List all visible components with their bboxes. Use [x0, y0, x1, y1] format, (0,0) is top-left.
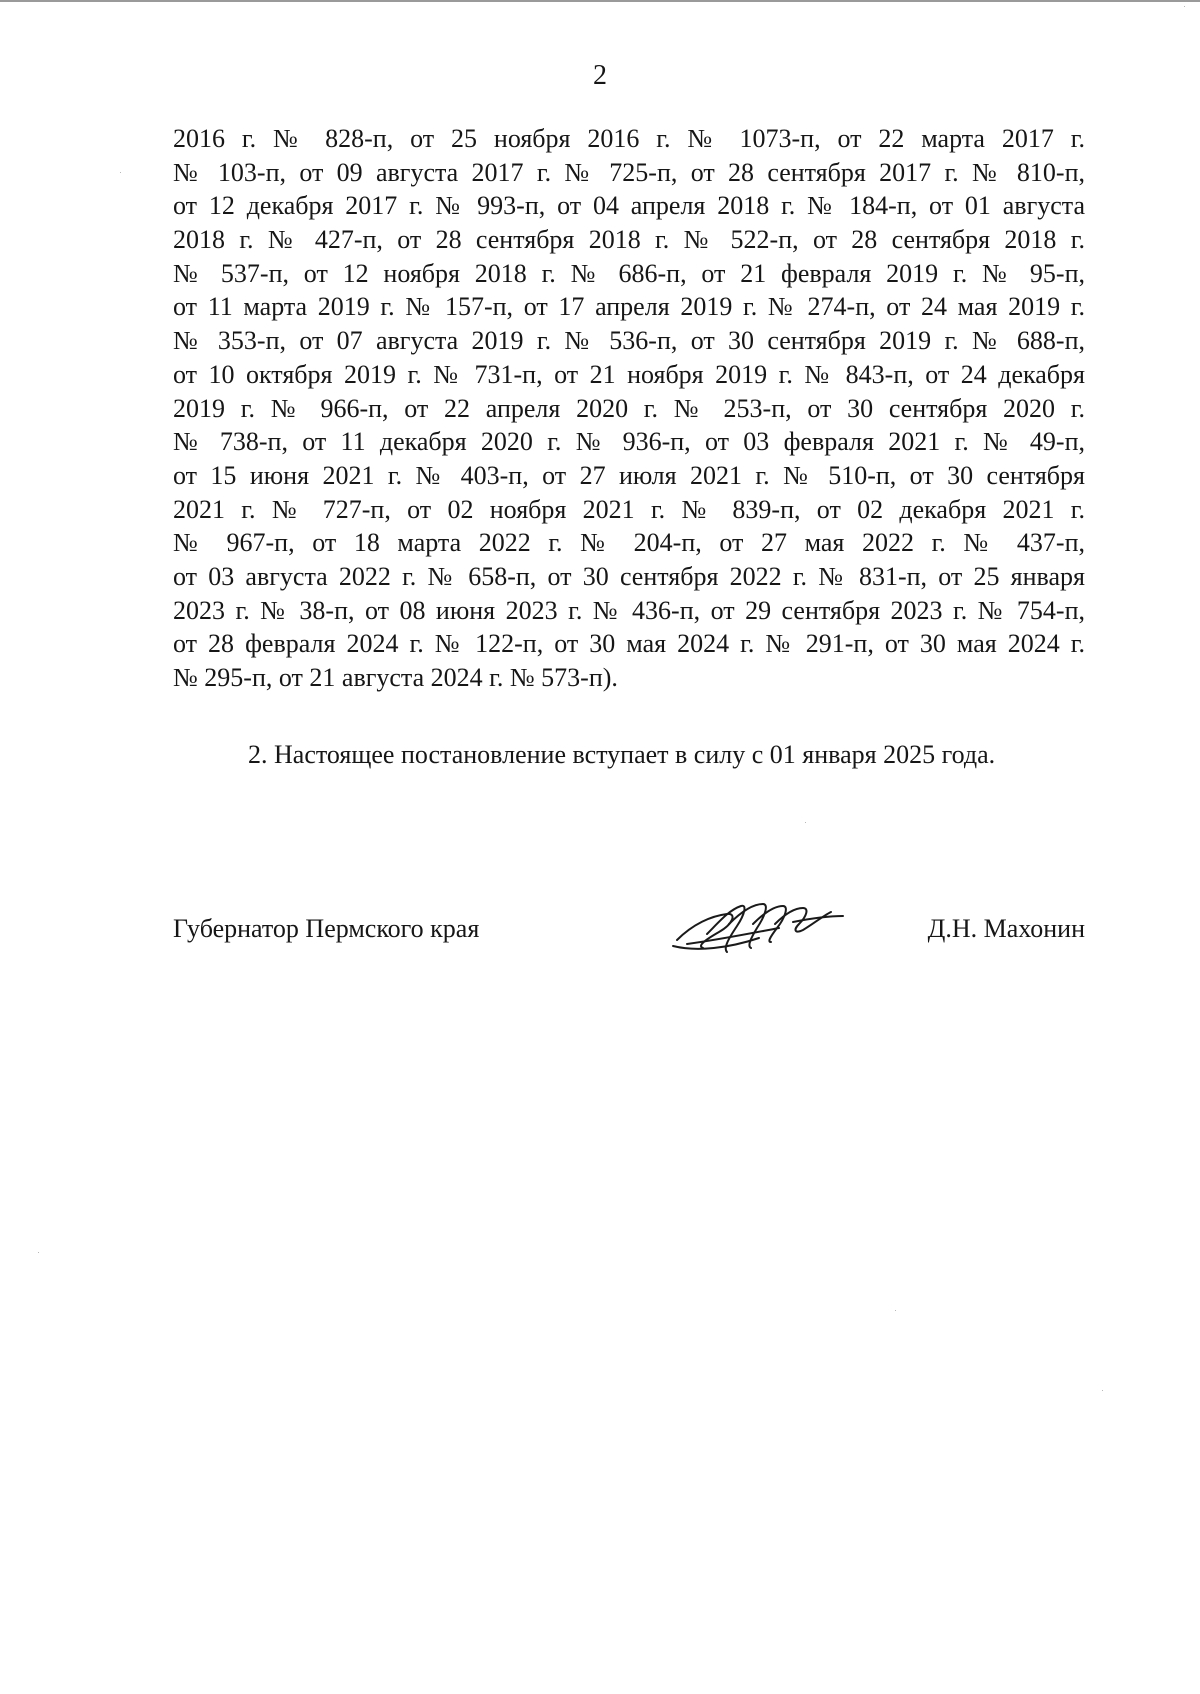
paragraph-line: № 967-п, от 18 марта 2022 г. № 204-п, от 27 мая 2022 г. № 437-п,	[173, 528, 1085, 558]
handwritten-signature	[667, 894, 847, 964]
signatory-name: Д.Н. Махонин	[927, 914, 1085, 943]
paragraph-line: 2018 г. № 427-п, от 28 сентября 2018 г. № 522-п, от 28 сентября 2018 г.	[173, 225, 1085, 255]
paragraph-line: 2023 г. № 38-п, от 08 июня 2023 г. № 436-п, от 29 сентября 2023 г. № 754-п,	[173, 595, 1085, 625]
paragraph-line: № 738-п, от 11 декабря 2020 г. № 936-п, от 03 февраля 2021 г. № 49-п,	[173, 427, 1085, 457]
paragraph-line: 2019 г. № 966-п, от 22 апреля 2020 г. № 253-п, от 30 сентября 2020 г.	[173, 393, 1085, 423]
scan-speck	[120, 172, 121, 173]
scan-speck	[38, 1252, 39, 1253]
decree-amendment-list	[173, 122, 1085, 695]
paragraph-line: от 11 марта 2019 г. № 157-п, от 17 апреля 2019 г. № 274-п, от 24 мая 2019 г.	[173, 292, 1085, 322]
scan-speck	[895, 1310, 896, 1311]
paragraph-line: от 03 августа 2022 г. № 658-п, от 30 сентября 2022 г. № 831-п, от 25 января	[173, 561, 1085, 591]
paragraph-line: 2016 г. № 828-п, от 25 ноября 2016 г. № 1073-п, от 22 марта 2017 г.	[173, 124, 1085, 153]
paragraph-line: от 12 декабря 2017 г. № 993-п, от 04 апреля 2018 г. № 184-п, от 01 августа	[173, 191, 1085, 221]
scan-speck	[1102, 1390, 1103, 1391]
clause-2-effective-date: 2. Настоящее постановление вступает в силу с 01 января 2025 года.	[248, 740, 996, 769]
paragraph-line: № 295-п, от 21 августа 2024 г. № 573-п).	[173, 663, 618, 692]
scan-top-edge	[0, 0, 1200, 2]
paragraph-line: от 28 февраля 2024 г. № 122-п, от 30 мая 2024 г. № 291-п, от 30 мая 2024 г.	[173, 629, 1085, 659]
scan-speck	[1184, 6, 1185, 7]
signatory-title: Губернатор Пермского края	[173, 914, 480, 943]
paragraph-line: 2021 г. № 727-п, от 02 ноября 2021 г. № 839-п, от 02 декабря 2021 г.	[173, 494, 1085, 524]
signature-block	[173, 912, 1085, 972]
paragraph-line: от 15 июня 2021 г. № 403-п, от 27 июля 2021 г. № 510-п, от 30 сентября	[173, 460, 1085, 490]
paragraph-line: № 537-п, от 12 ноября 2018 г. № 686-п, от 21 февраля 2019 г. № 95-п,	[173, 258, 1085, 288]
paragraph-line: от 10 октября 2019 г. № 731-п, от 21 ноября 2019 г. № 843-п, от 24 декабря	[173, 359, 1085, 389]
paragraph-line: № 103-п, от 09 августа 2017 г. № 725-п, от 28 сентября 2017 г. № 810-п,	[173, 157, 1085, 187]
scan-speck	[805, 822, 806, 823]
page-number: 2	[593, 60, 607, 91]
paragraph-line: № 353-п, от 07 августа 2019 г. № 536-п, от 30 сентября 2019 г. № 688-п,	[173, 326, 1085, 356]
